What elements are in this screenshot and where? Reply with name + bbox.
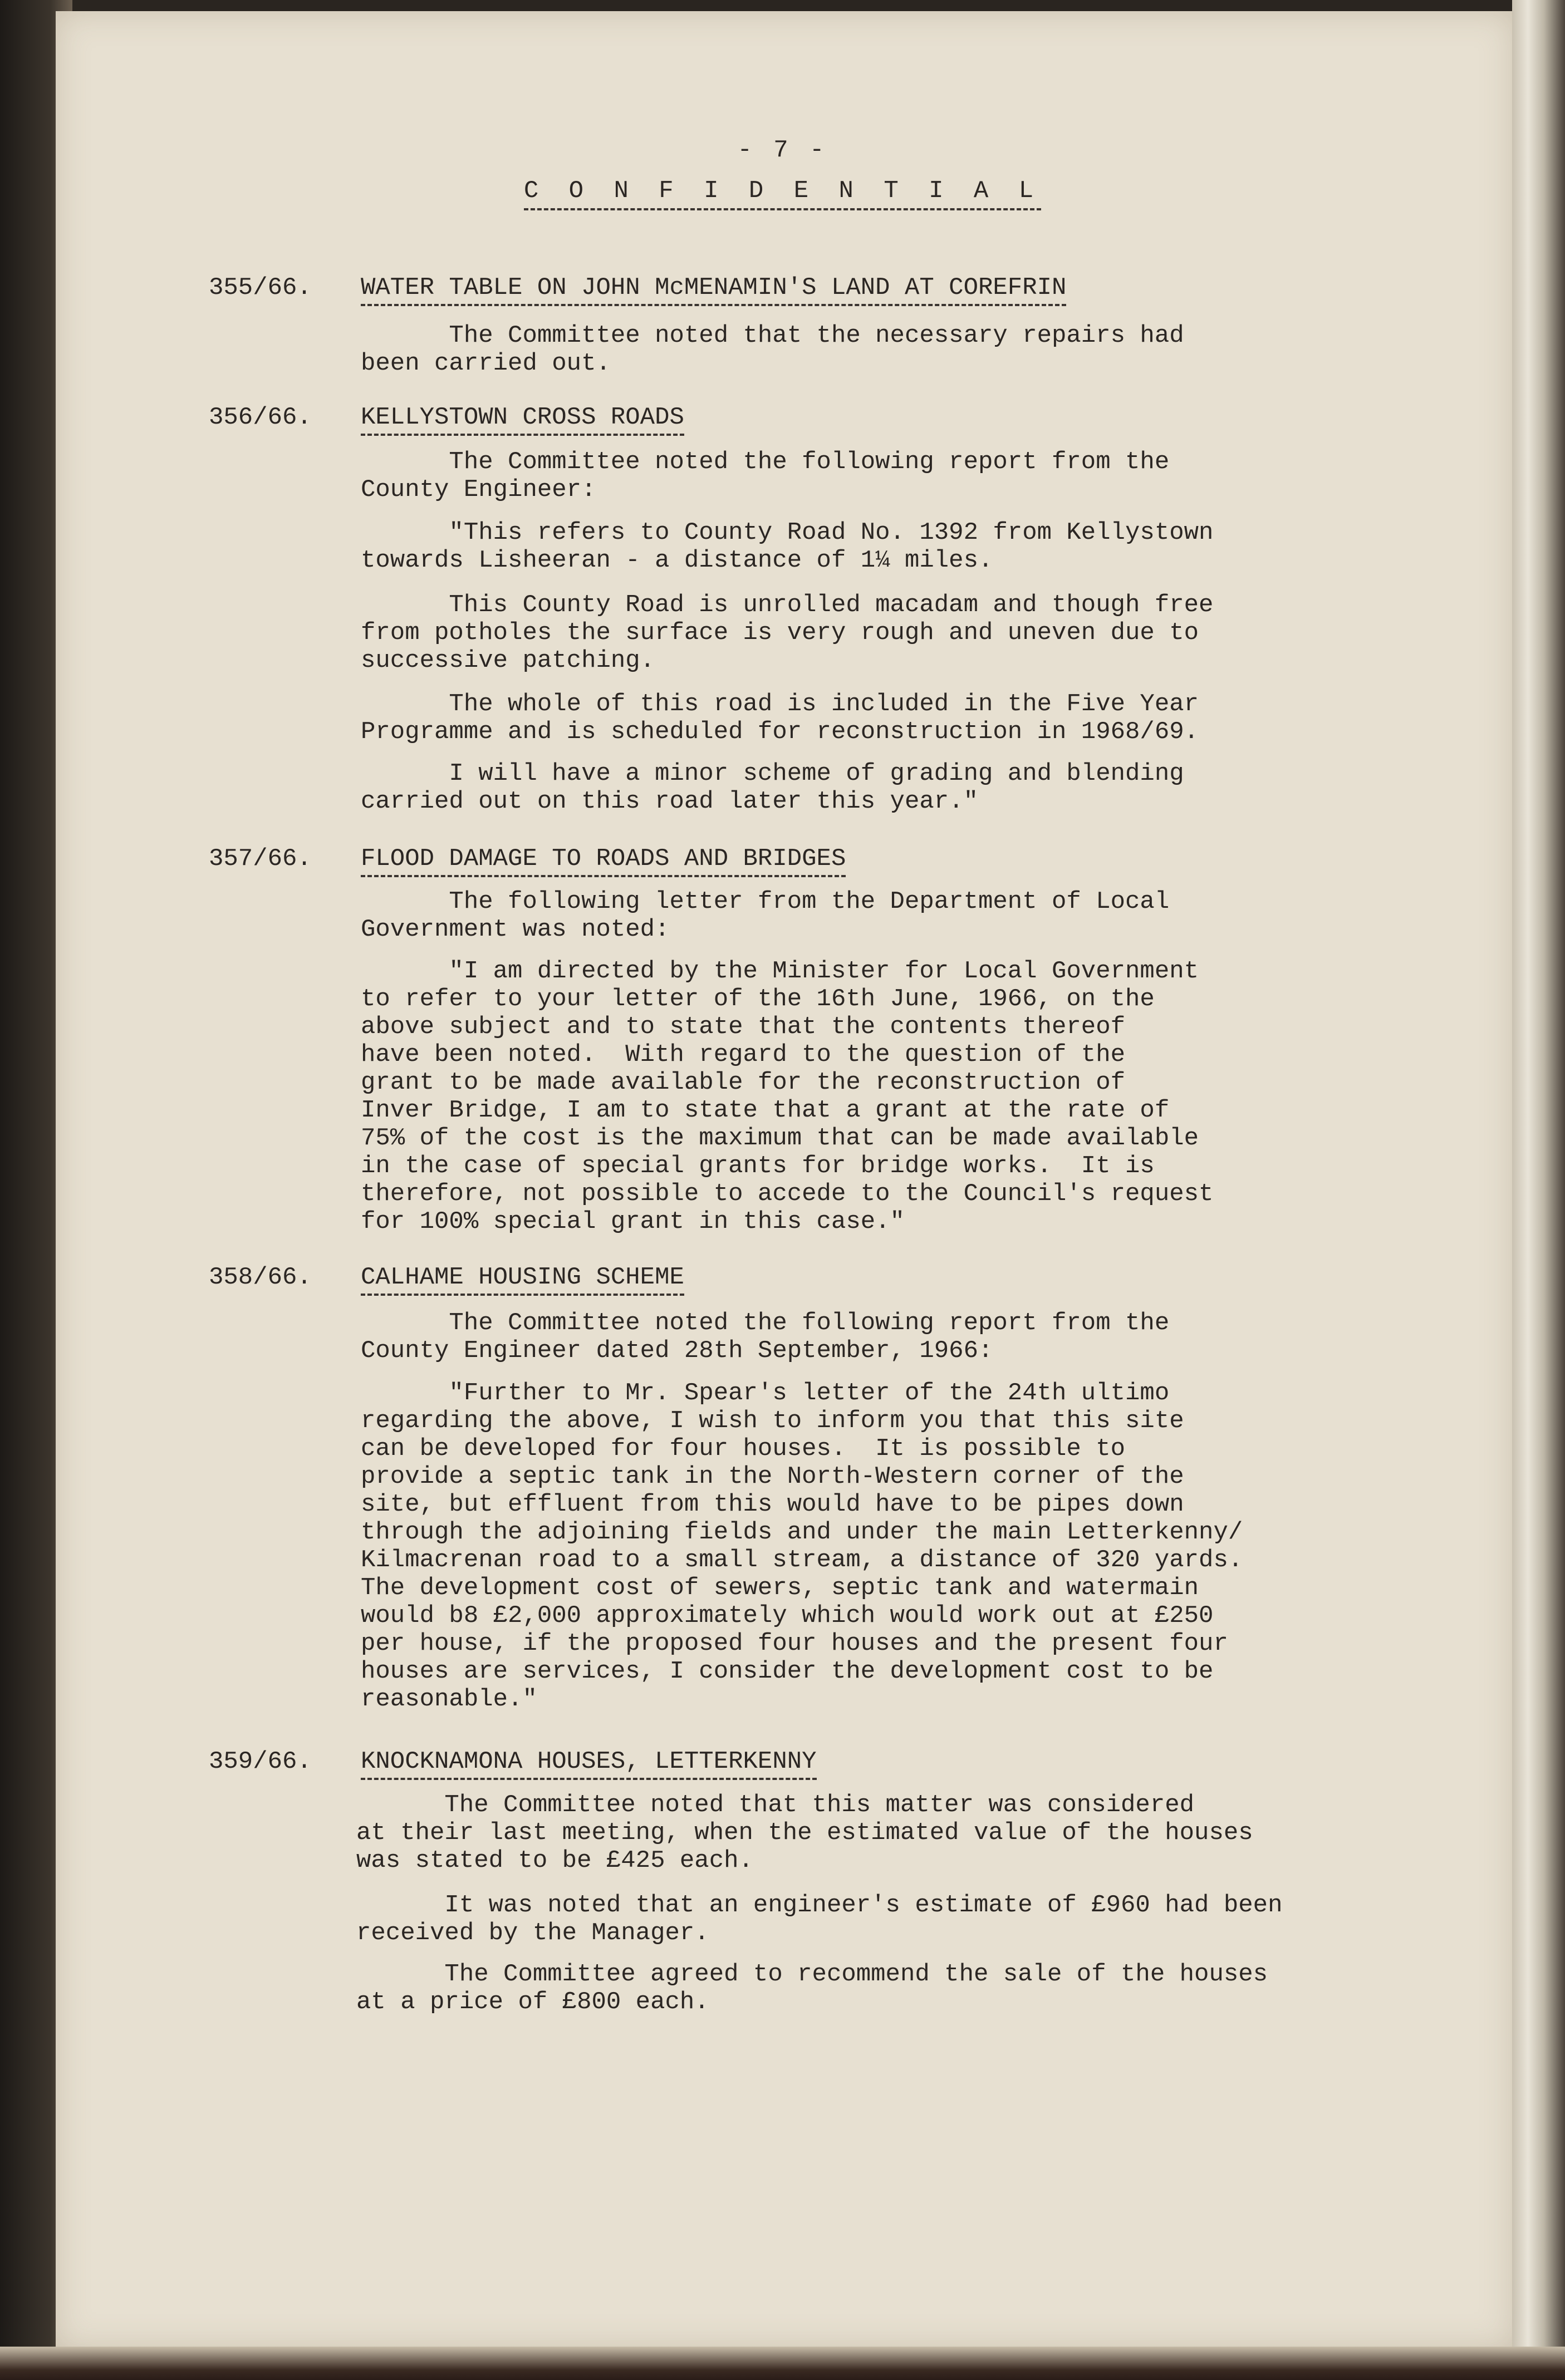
minute-paragraph: "This refers to County Road No. 1392 from Kellystown towards Lisheeran - a distance of 1¼ miles. xyxy=(361,519,1214,574)
minute-paragraph: I will have a minor scheme of grading and blending carried out on this road later this year." xyxy=(361,760,1184,815)
minute-paragraph: The Committee noted that the necessary repairs had been carried out. xyxy=(361,322,1184,377)
minute-number: 357/66. xyxy=(209,845,312,873)
minute-paragraph: "I am directed by the Minister for Local Government to refer to your letter of the 16th June, 1966, on the above subject and to state that the contents thereof have been noted. With regard to the question of the grant to be made available for the reconstruction of Inver Bridge, I am to state that a grant at the rate of 75% of the cost is the maximum that can be made available in the case of special grants for bridge works. It is therefore, not possible to accede to the Council's request for 100% special grant in this case." xyxy=(361,957,1214,1236)
minute-number: 356/66. xyxy=(209,404,312,431)
classification-text: C O N F I D E N T I A L xyxy=(524,177,1041,210)
minute-paragraph: The whole of this road is included in the Five Year Programme and is scheduled for reconstruction in 1968/69. xyxy=(361,690,1199,746)
minute-paragraph: "Further to Mr. Spear's letter of the 24th ultimo regarding the above, I wish to inform you that this site can be developed for four houses. It is possible to provide a septic tank in the North-Western corner of the site, but effluent from this would have to be pipes down through the adjoining fields and under the main Letterkenny/ Kilmacrenan road to a small stream, a distance of 320 yards. The development cost of sewers, septic tank and watermain would b8 £2,000 approximately which would work out at £250 per house, if the proposed four houses and the present four houses are services, I consider the development cost to be reasonable." xyxy=(361,1379,1243,1713)
minute-title: KELLYSTOWN CROSS ROADS xyxy=(361,404,684,436)
minute-number: 359/66. xyxy=(209,1748,312,1776)
minute-paragraph: The Committee agreed to recommend the sale of the houses at a price of £800 each. xyxy=(356,1960,1268,2016)
minute-title: FLOOD DAMAGE TO ROADS AND BRIDGES xyxy=(361,845,846,877)
minute-paragraph: The Committee noted the following report from the County Engineer: xyxy=(361,448,1170,504)
page-edge xyxy=(1512,0,1565,2380)
page-bottom-edge xyxy=(0,2347,1565,2380)
minute-title: WATER TABLE ON JOHN McMENAMIN'S LAND AT COREFRIN xyxy=(361,274,1066,306)
minute-paragraph: It was noted that an engineer's estimate of £960 had been received by the Manager. xyxy=(356,1891,1283,1947)
minute-paragraph: This County Road is unrolled macadam and though free from potholes the surface is very rough and uneven due to successive patching. xyxy=(361,591,1214,675)
minute-paragraph: The Committee noted the following report from the County Engineer dated 28th September, 1966: xyxy=(361,1309,1170,1365)
minute-number: 358/66. xyxy=(209,1263,312,1291)
minute-title: KNOCKNAMONA HOUSES, LETTERKENNY xyxy=(361,1748,817,1780)
minute-title: CALHAME HOUSING SCHEME xyxy=(361,1263,684,1296)
minute-paragraph: The Committee noted that this matter was considered at their last meeting, when the estimated value of the houses was stated to be £425 each. xyxy=(356,1791,1253,1875)
minute-number: 355/66. xyxy=(209,274,312,302)
minute-paragraph: The following letter from the Department of Local Government was noted: xyxy=(361,888,1170,943)
page-number: - 7 - xyxy=(737,136,828,164)
classification-heading xyxy=(0,177,1565,205)
